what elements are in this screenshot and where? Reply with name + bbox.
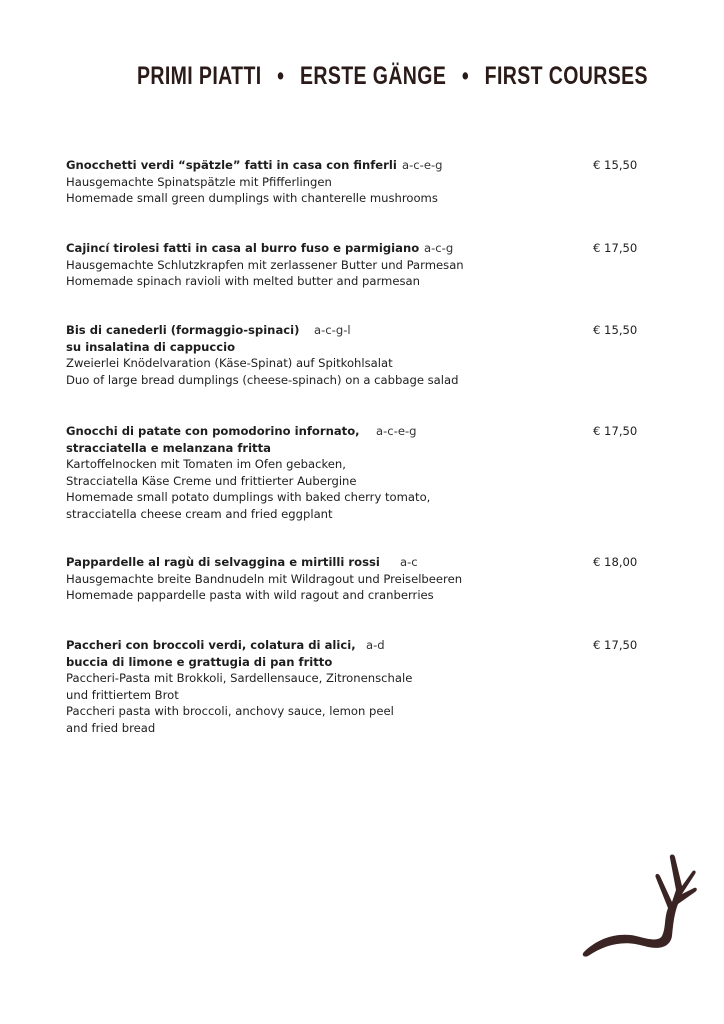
title-german: ERSTE GÄNGE xyxy=(299,62,447,90)
title-english: FIRST COURSES xyxy=(484,62,648,90)
dish-price: € 18,00 xyxy=(593,555,638,569)
antler-logo-icon xyxy=(578,852,698,962)
dish-title: Gnocchetti verdi “spätzle” fatti in casa con finferli xyxy=(66,158,397,172)
dish-description: Kartoffelnocken mit Tomaten im Ofen gebacken, xyxy=(66,457,346,471)
dish-description: Homemade small green dumplings with chanterelle mushrooms xyxy=(66,191,438,205)
allergen-codes: a-c-g xyxy=(424,241,454,255)
dish-title: stracciatella e melanzana fritta xyxy=(66,440,271,455)
menu-item xyxy=(66,240,646,290)
separator-dot: • xyxy=(461,62,470,90)
dish-title: Paccheri con broccoli verdi, colatura di alici, xyxy=(66,638,356,652)
dish-price: € 17,50 xyxy=(593,241,638,255)
dish-description: stracciatella cheese cream and fried eggplant xyxy=(66,506,333,521)
menu-item xyxy=(66,423,646,522)
allergen-codes: a-c-e-g xyxy=(376,424,417,438)
allergen-codes: a-c-e-g xyxy=(402,158,443,172)
dish-description: Duo of large bread dumplings (cheese-spinach) on a cabbage salad xyxy=(66,372,459,387)
dish-title: Pappardelle al ragù di selvaggina e mirtilli rossi xyxy=(66,555,380,569)
page-title xyxy=(137,62,648,92)
dish-description: Hausgemachte Spinatspätzle mit Pfifferlingen xyxy=(66,174,332,189)
dish-description: Stracciatella Käse Creme und frittierter Aubergine xyxy=(66,473,357,488)
dish-price: € 15,50 xyxy=(593,158,638,172)
dish-description: Paccheri-Pasta mit Brokkoli, Sardellensauce, Zitronenschale xyxy=(66,671,413,685)
menu-item xyxy=(66,157,646,207)
title-italian: PRIMI PIATTI xyxy=(137,62,262,90)
dish-description: Homemade spinach ravioli with melted butter and parmesan xyxy=(66,274,420,288)
dish-description: Homemade small potato dumplings with baked cherry tomato, xyxy=(66,490,431,504)
dish-price: € 15,50 xyxy=(593,323,638,337)
dish-title: su insalatina di cappuccio xyxy=(66,339,236,354)
dish-price: € 17,50 xyxy=(593,424,638,438)
dish-description: and fried bread xyxy=(66,720,156,735)
dish-price: € 17,50 xyxy=(593,638,638,652)
dish-description: Zweierlei Knödelvaration (Käse-Spinat) auf Spitkohlsalat xyxy=(66,356,393,370)
menu-item xyxy=(66,637,646,736)
dish-description: Hausgemachte Schlutzkrapfen mit zerlassener Butter und Parmesan xyxy=(66,257,464,272)
allergen-codes: a-d xyxy=(366,638,385,652)
dish-description: Homemade pappardelle pasta with wild ragout and cranberries xyxy=(66,588,434,602)
dish-description: und frittiertem Brot xyxy=(66,687,179,702)
dish-title: Cajincí tirolesi fatti in casa al burro fuso e parmigiano xyxy=(66,241,420,255)
menu-item xyxy=(66,554,646,604)
dish-title: Bis di canederli (formaggio-spinaci) xyxy=(66,323,300,337)
dish-description: Paccheri pasta with broccoli, anchovy sauce, lemon peel xyxy=(66,704,394,718)
menu-item xyxy=(66,322,646,388)
separator-dot: • xyxy=(277,62,285,90)
dish-title: buccia di limone e grattugia di pan fritto xyxy=(66,654,333,669)
allergen-codes: a-c-g-l xyxy=(314,323,351,337)
dish-description: Hausgemachte breite Bandnudeln mit Wildragout und Preiselbeeren xyxy=(66,571,463,586)
dish-title: Gnocchi di patate con pomodorino infornato, xyxy=(66,424,360,438)
allergen-codes: a-c xyxy=(400,555,418,569)
